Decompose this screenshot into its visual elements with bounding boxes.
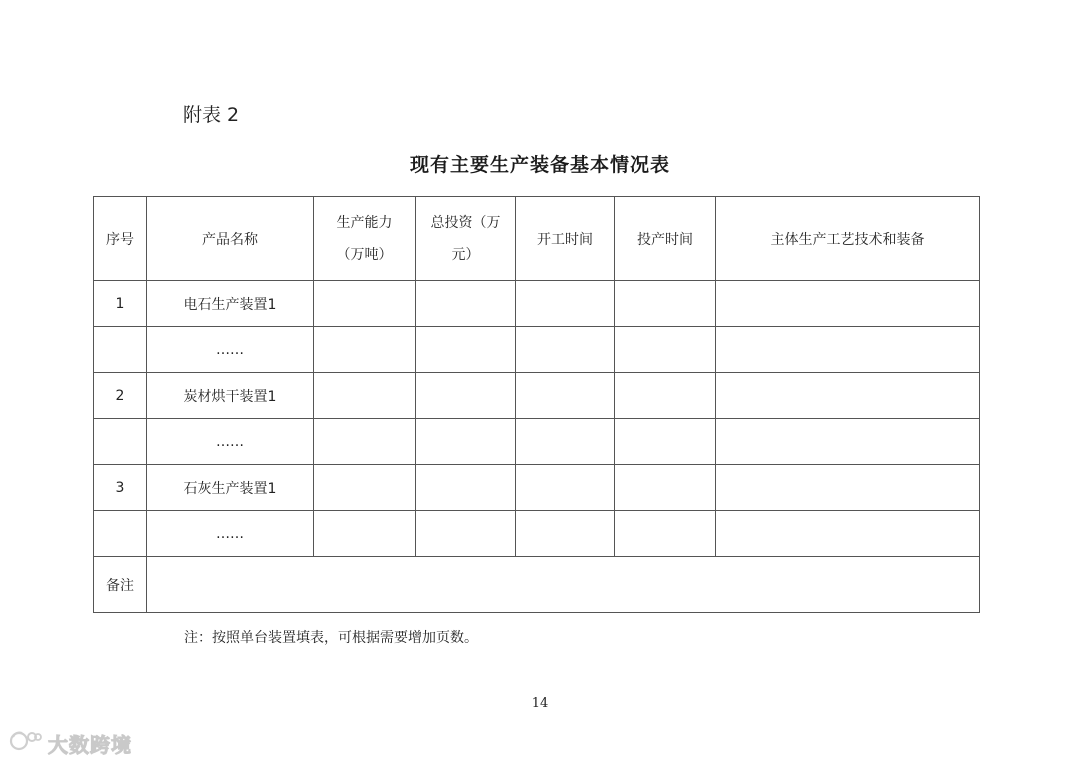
header-investment	[416, 197, 516, 281]
watermark	[8, 728, 132, 758]
cell-capacity	[314, 373, 416, 419]
cell-operation-time	[615, 373, 716, 419]
cell-operation-time	[615, 281, 716, 327]
cell-process	[716, 373, 980, 419]
table-row	[94, 419, 980, 465]
cell-investment	[416, 327, 516, 373]
row-product-name: 石灰生产装置1	[147, 465, 314, 511]
row-seq: 3	[94, 465, 147, 511]
cell-process	[716, 511, 980, 557]
cell-capacity	[314, 465, 416, 511]
cell-operation-time	[615, 419, 716, 465]
row-product-name: ……	[147, 419, 314, 465]
cell-process	[716, 419, 980, 465]
table-row	[94, 511, 980, 557]
footnote: 注：按照单台装置填表，可根据需要增加页数。	[184, 630, 478, 646]
row-seq: 1	[94, 281, 147, 327]
table-row	[94, 465, 980, 511]
page-number: 14	[531, 696, 549, 711]
table-title: 现有主要生产装备基本情况表	[409, 154, 670, 176]
row-seq	[94, 327, 147, 373]
cell-start-time	[516, 327, 615, 373]
table-row	[94, 281, 980, 327]
header-capacity	[314, 197, 416, 281]
cell-capacity	[314, 281, 416, 327]
header-investment-line1: 总投资（万	[430, 214, 501, 231]
cell-capacity	[314, 419, 416, 465]
cell-process	[716, 327, 980, 373]
row-seq	[94, 419, 147, 465]
row-product-name: ……	[147, 327, 314, 373]
brand-logo-icon	[8, 728, 42, 758]
header-seq: 序号	[94, 197, 147, 281]
cell-process	[716, 281, 980, 327]
remark-label: 备注	[94, 557, 147, 613]
cell-investment	[416, 465, 516, 511]
header-capacity-line2: （万吨）	[336, 246, 393, 263]
cell-investment	[416, 419, 516, 465]
row-product-name: 炭材烘干装置1	[147, 373, 314, 419]
cell-process	[716, 465, 980, 511]
row-product-name: 电石生产装置1	[147, 281, 314, 327]
cell-capacity	[314, 511, 416, 557]
remark-row	[94, 557, 980, 613]
row-product-name: ……	[147, 511, 314, 557]
cell-investment	[416, 373, 516, 419]
appendix-label: 附表 2	[183, 104, 240, 126]
table-row	[94, 373, 980, 419]
table-row	[94, 327, 980, 373]
header-product-name: 产品名称	[147, 197, 314, 281]
table-header-row	[94, 197, 980, 281]
cell-operation-time	[615, 511, 716, 557]
cell-start-time	[516, 465, 615, 511]
row-seq	[94, 511, 147, 557]
cell-start-time	[516, 281, 615, 327]
cell-investment	[416, 281, 516, 327]
equipment-table	[93, 196, 980, 613]
cell-start-time	[516, 419, 615, 465]
header-investment-line2: 元）	[451, 246, 480, 263]
remark-cell	[147, 557, 980, 613]
cell-operation-time	[615, 327, 716, 373]
cell-operation-time	[615, 465, 716, 511]
cell-start-time	[516, 511, 615, 557]
header-operation-time: 投产时间	[615, 197, 716, 281]
header-process: 主体生产工艺技术和装备	[716, 197, 980, 281]
cell-capacity	[314, 327, 416, 373]
header-capacity-line1: 生产能力	[336, 214, 393, 231]
cell-investment	[416, 511, 516, 557]
cell-start-time	[516, 373, 615, 419]
header-start-time: 开工时间	[516, 197, 615, 281]
watermark-text: 大数跨境	[48, 732, 132, 757]
row-seq: 2	[94, 373, 147, 419]
